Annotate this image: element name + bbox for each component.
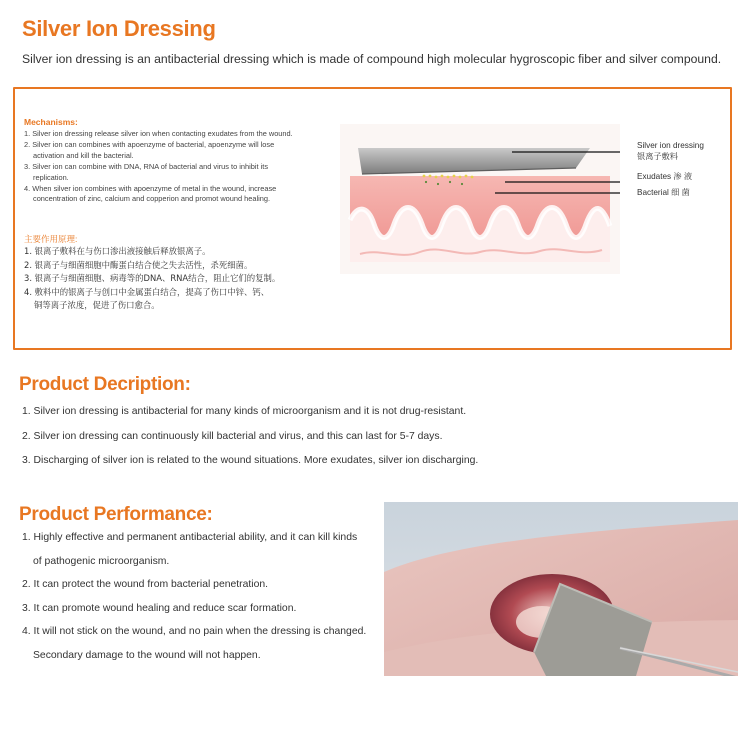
page-title: Silver Ion Dressing: [22, 16, 216, 41]
mechanism-item-cn: 2. 银离子与细菌细胞中酶蛋白结合使之失去活性，杀死细菌。: [24, 259, 253, 270]
intro-text: Silver ion dressing is an antibacterial dressing which is made of compound high molecular hygroscopic fiber and silver compound.: [22, 52, 722, 66]
label-exudates: Exudates 渗 液: [637, 172, 693, 181]
mechanism-item-cn: 3. 银离子与细菌细胞、病毒等的DNA、RNA结合，阻止它们的复制。: [24, 273, 281, 283]
performance-heading: Product Performance:: [19, 504, 213, 525]
mechanisms-heading-cn: 主要作用原理:: [24, 234, 78, 244]
description-list: [22, 405, 478, 479]
performance-item: 4. It will not stick on the wound, and no pain when the dressing is changed. Secondary damage to the wound will not happen.: [22, 626, 367, 661]
wound-diagram: [340, 124, 620, 274]
performance-item: 3. It can promote wound healing and reduce scar formation.: [22, 602, 297, 614]
description-item: 2. Silver ion dressing can continuously kill bacterial and virus, and this can last for 5-7 days.: [22, 430, 443, 442]
performance-item: 1. Highly effective and permanent antibacterial ability, and it can kill kinds of pathogenic microorganism.: [22, 532, 358, 567]
mechanism-item-cn: 1. 银离子敷料在与伤口渗出液接触后释放银离子。: [24, 246, 211, 256]
mechanisms-heading: Mechanisms:: [24, 117, 78, 127]
performance-list: [22, 531, 366, 672]
mechanism-item: 3. Silver ion can combine with DNA, RNA of bacterial and virus to inhibit its replication.: [24, 162, 269, 182]
mechanism-item-cn: 4. 敷料中的银离子与创口中金属蛋白结合，提高了伤口中锌、钙、 铜等离子浓度，促进了伤口愈合。: [24, 286, 270, 310]
description-item: 1. Silver ion dressing is antibacterial for many kinds of microorganism and it is not drug-resistant.: [22, 406, 467, 417]
mechanism-item: 2. Silver ion can combines with apoenzyme of bacterial, apoenzyme will lose activation and kill the bacterial.: [24, 140, 275, 160]
label-silver-dressing: Silver ion dressing 银离子敷料: [637, 141, 704, 161]
skin-folds: [350, 176, 610, 238]
mechanism-item: 1. Silver ion dressing release silver ion when contacting exudates from the wound.: [24, 129, 293, 138]
mechanism-item: 4. When silver ion combines with apoenzyme of metal in the wound, increase concentration of zinc, calcium and copperion and promot wound healing.: [24, 184, 277, 204]
mechanisms-list-en: [24, 129, 334, 206]
performance-item: 2. It can protect the wound from bacterial penetration.: [22, 579, 269, 590]
description-item: 3. Discharging of silver ion is related to the wound situations. More exudates, silver ion discharging.: [22, 455, 479, 466]
wound-photo: [384, 502, 738, 676]
description-heading: Product Decription:: [19, 374, 191, 395]
mechanisms-list-cn: [24, 245, 280, 313]
label-bacterial: Bacterial 细 菌: [637, 188, 690, 197]
